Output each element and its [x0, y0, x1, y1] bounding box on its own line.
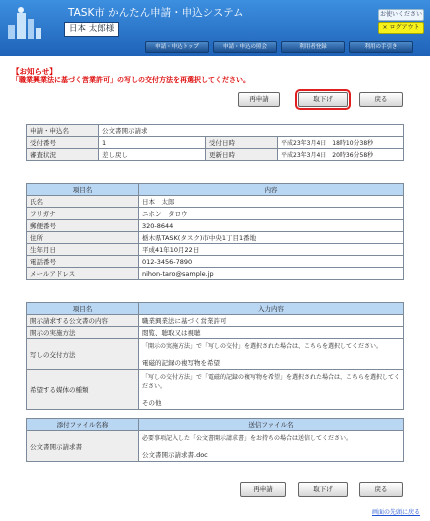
row-value-group	[139, 370, 404, 410]
nav-apply-top[interactable]: 申請・申込トップ	[145, 41, 209, 53]
summary-name-value: 公文書開示請求	[99, 125, 404, 137]
attachment-file-name: 公文書開示請求書.doc	[142, 451, 208, 459]
attachment-table	[26, 418, 404, 462]
applicant-table	[26, 183, 404, 280]
input-col-content: 入力内容	[139, 303, 404, 315]
row-value: ニホン タロウ	[139, 208, 404, 220]
summary-recv-label: 受付日時	[206, 137, 278, 149]
attachment-col-name: 添付ファイル名称	[27, 419, 139, 431]
table-row	[27, 370, 404, 410]
reapply-button[interactable]: 再申請	[238, 92, 280, 107]
row-label: フリガナ	[27, 208, 139, 220]
row-value-group	[139, 339, 404, 370]
row-value: 320-8644	[139, 220, 404, 232]
table-row	[27, 327, 404, 339]
row-value: 012-3456-7890	[139, 256, 404, 268]
row-value: 閲覧、聴取又は視聴	[139, 327, 404, 339]
city-logo-icon	[4, 3, 44, 43]
table-row	[27, 315, 404, 327]
applicant-col-item: 項目名	[27, 184, 139, 196]
input-col-item: 項目名	[27, 303, 139, 315]
row-label: 住所	[27, 232, 139, 244]
summary-recv-value: 平成23年3月4日 18時10分38秒	[278, 137, 404, 149]
reapply-button-bottom[interactable]: 再申請	[240, 482, 286, 497]
table-row	[27, 208, 404, 220]
nav-apply-inquiry[interactable]: 申請・申込の照会	[213, 41, 277, 53]
header-bar	[0, 0, 430, 56]
nav-usage-guide[interactable]: 利用の手引き	[349, 41, 413, 53]
user-name-badge: 日本 太郎様	[64, 22, 119, 37]
main-nav	[145, 41, 413, 53]
row-value: 職業興業法に基づく営業許可	[139, 315, 404, 327]
row-label: 生年月日	[27, 244, 139, 256]
attachment-col-file: 送信ファイル名	[139, 419, 404, 431]
row-label: 氏名	[27, 196, 139, 208]
table-row	[27, 431, 404, 462]
row-value-group	[139, 431, 404, 462]
table-row	[27, 268, 404, 280]
summary-update-label: 更新日時	[206, 149, 278, 161]
nav-user-registration[interactable]: 利用者登録	[281, 41, 345, 53]
row-value: 電磁的記録の複写物を希望	[142, 359, 220, 367]
summary-status-value: 差し戻し	[99, 149, 206, 161]
summary-update-value: 平成23年3月4日 20時36分58秒	[278, 149, 404, 161]
row-label: 郵便番号	[27, 220, 139, 232]
row-note: 必要事項記入した「公文書開示請求書」をお持ちの場合は送信してください。	[142, 435, 353, 442]
row-value: 日本 太郎	[139, 196, 404, 208]
row-note: 「写しの交付方法」で「電磁的記録の複写物を希望」を選択された場合は、こちらを選択してください。	[142, 374, 401, 390]
logout-button[interactable]: × ログアウト	[378, 22, 424, 34]
row-value: その他	[142, 399, 162, 407]
row-label: 写しの交付方法	[27, 339, 139, 370]
row-value: 栃木県TASK(タスク)市中央1丁目1番地	[139, 232, 404, 244]
help-button[interactable]: お使いください	[378, 9, 424, 21]
back-button[interactable]: 戻る	[359, 92, 403, 107]
app-title: TASK市 かんたん申請・申込システム	[68, 7, 244, 19]
table-row	[27, 232, 404, 244]
summary-name-label: 申請・申込名	[27, 125, 99, 137]
back-to-top-link[interactable]: 画面の先頭に戻る	[371, 509, 420, 516]
summary-num-label: 受付番号	[27, 137, 99, 149]
row-label: 公文書開示請求書	[27, 431, 139, 462]
applicant-col-content: 内容	[139, 184, 404, 196]
notice-heading: 【お知らせ】	[12, 67, 57, 76]
row-label: 電話番号	[27, 256, 139, 268]
table-row	[27, 196, 404, 208]
withdraw-button-bottom[interactable]: 取下げ	[298, 482, 348, 497]
row-note: 「開示の実施方法」で「写しの交付」を選択された場合は、こちらを選択してください。	[142, 343, 383, 350]
table-row	[27, 256, 404, 268]
table-row	[27, 244, 404, 256]
row-label: 希望する媒体の種類	[27, 370, 139, 410]
notice-message: 「職業興業法に基づく営業許可」の写しの交付方法を再選択してください。	[12, 76, 250, 84]
summary-num-value: 1	[99, 137, 206, 149]
row-label: 開示の実施方法	[27, 327, 139, 339]
withdraw-button[interactable]: 取下げ	[298, 92, 348, 107]
table-row	[27, 339, 404, 370]
input-table	[26, 302, 404, 410]
table-row	[27, 220, 404, 232]
row-label: 開示請求する公文書の内容	[27, 315, 139, 327]
back-button-bottom[interactable]: 戻る	[359, 482, 403, 497]
row-label: メールアドレス	[27, 268, 139, 280]
row-value: 平成41年10月22日	[139, 244, 404, 256]
row-value: nihon-taro@sample.jp	[139, 268, 404, 280]
summary-status-label: 審査状況	[27, 149, 99, 161]
summary-table	[26, 124, 404, 161]
